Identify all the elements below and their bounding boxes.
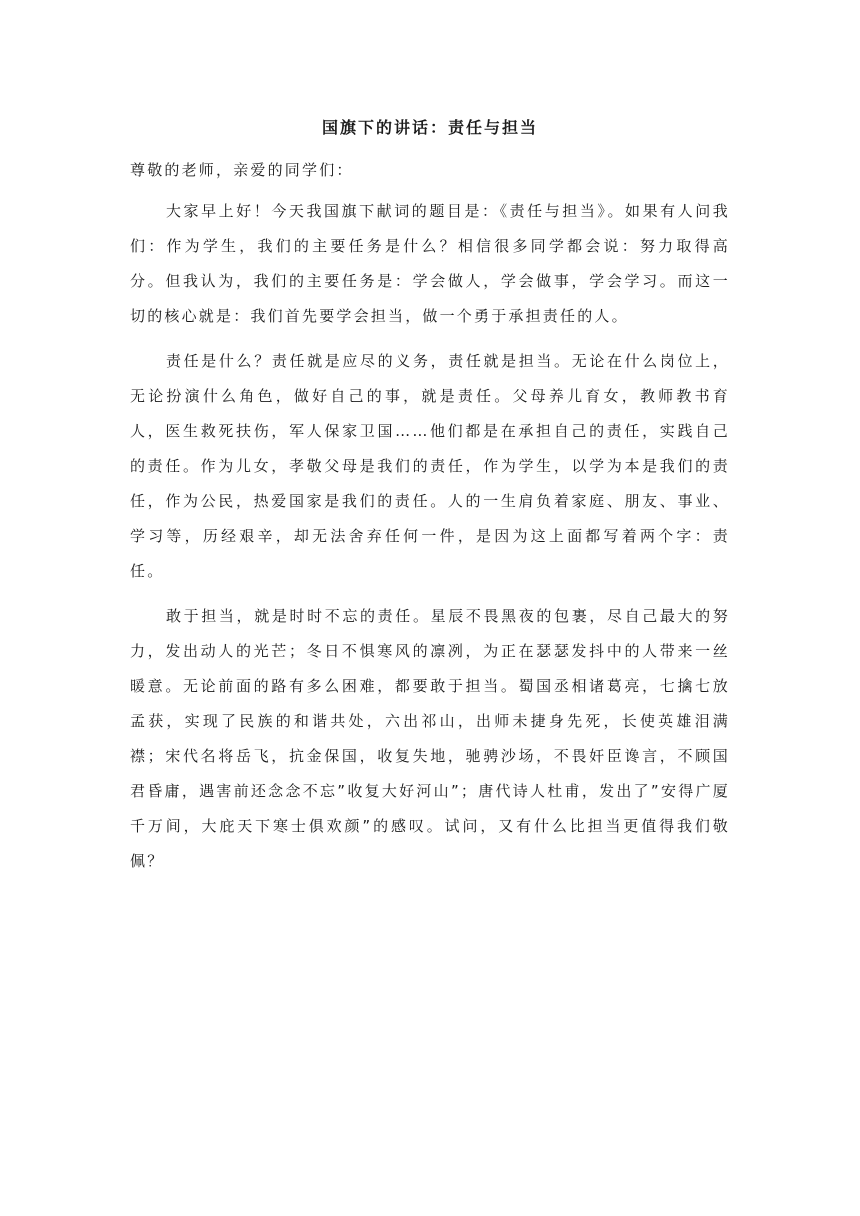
paragraph-3: 敢于担当，就是时时不忘的责任。星辰不畏黑夜的包裹，尽自己最大的努力，发出动人的光芒；冬日不惧寒风的凛冽，为正在瑟瑟发抖中的人带来一丝暖意。无论前面的路有多么困难，都要敢于担当。蜀国丞相诸葛亮，七擒七放孟获，实现了民族的和谐共处，六出祁山，出师未捷身先死，长使英雄泪满襟；宋代名将岳飞，抗金保国，收复失地，驰骋沙场，不畏奸臣谗言，不顾国君昏庸，遇害前还念念不忘”收复大好河山”；唐代诗人杜甫，发出了”安得广厦千万间，大庇天下寒士俱欢颜”的感叹。试问，又有什么比担当更值得我们敬佩？ [130,607,730,870]
document-title: 国旗下的讲话：责任与担当 [321,118,538,137]
paragraph-1: 大家早上好！今天我国旗下献词的题目是：《责任与担当》。如果有人问我们：作为学生，我们的主要任务是什么？相信很多同学都会说：努力取得高分。但我认为，我们的主要任务是：学会做人，学会做事，学会学习。而这一切的核心就是：我们首先要学会担当，做一个勇于承担责任的人。 [130,202,730,325]
paragraph-2: 责任是什么？责任就是应尽的义务，责任就是担当。无论在什么岗位上，无论扮演什么角色，做好自己的事，就是责任。父母养儿育女，教师教书育人，医生救死扶伤，军人保家卫国……他们都是在承担自己的责任，实践自己的责任。作为儿女，孝敬父母是我们的责任，作为学生，以学为本是我们的责任，作为公民，热爱国家是我们的责任。人的一生肩负着家庭、朋友、事业、学习等，历经艰辛，却无法舍弃任何一件，是因为这上面都写着两个字：责任。 [130,352,730,580]
salutation: 尊敬的老师，亲爱的同学们： [130,161,354,179]
